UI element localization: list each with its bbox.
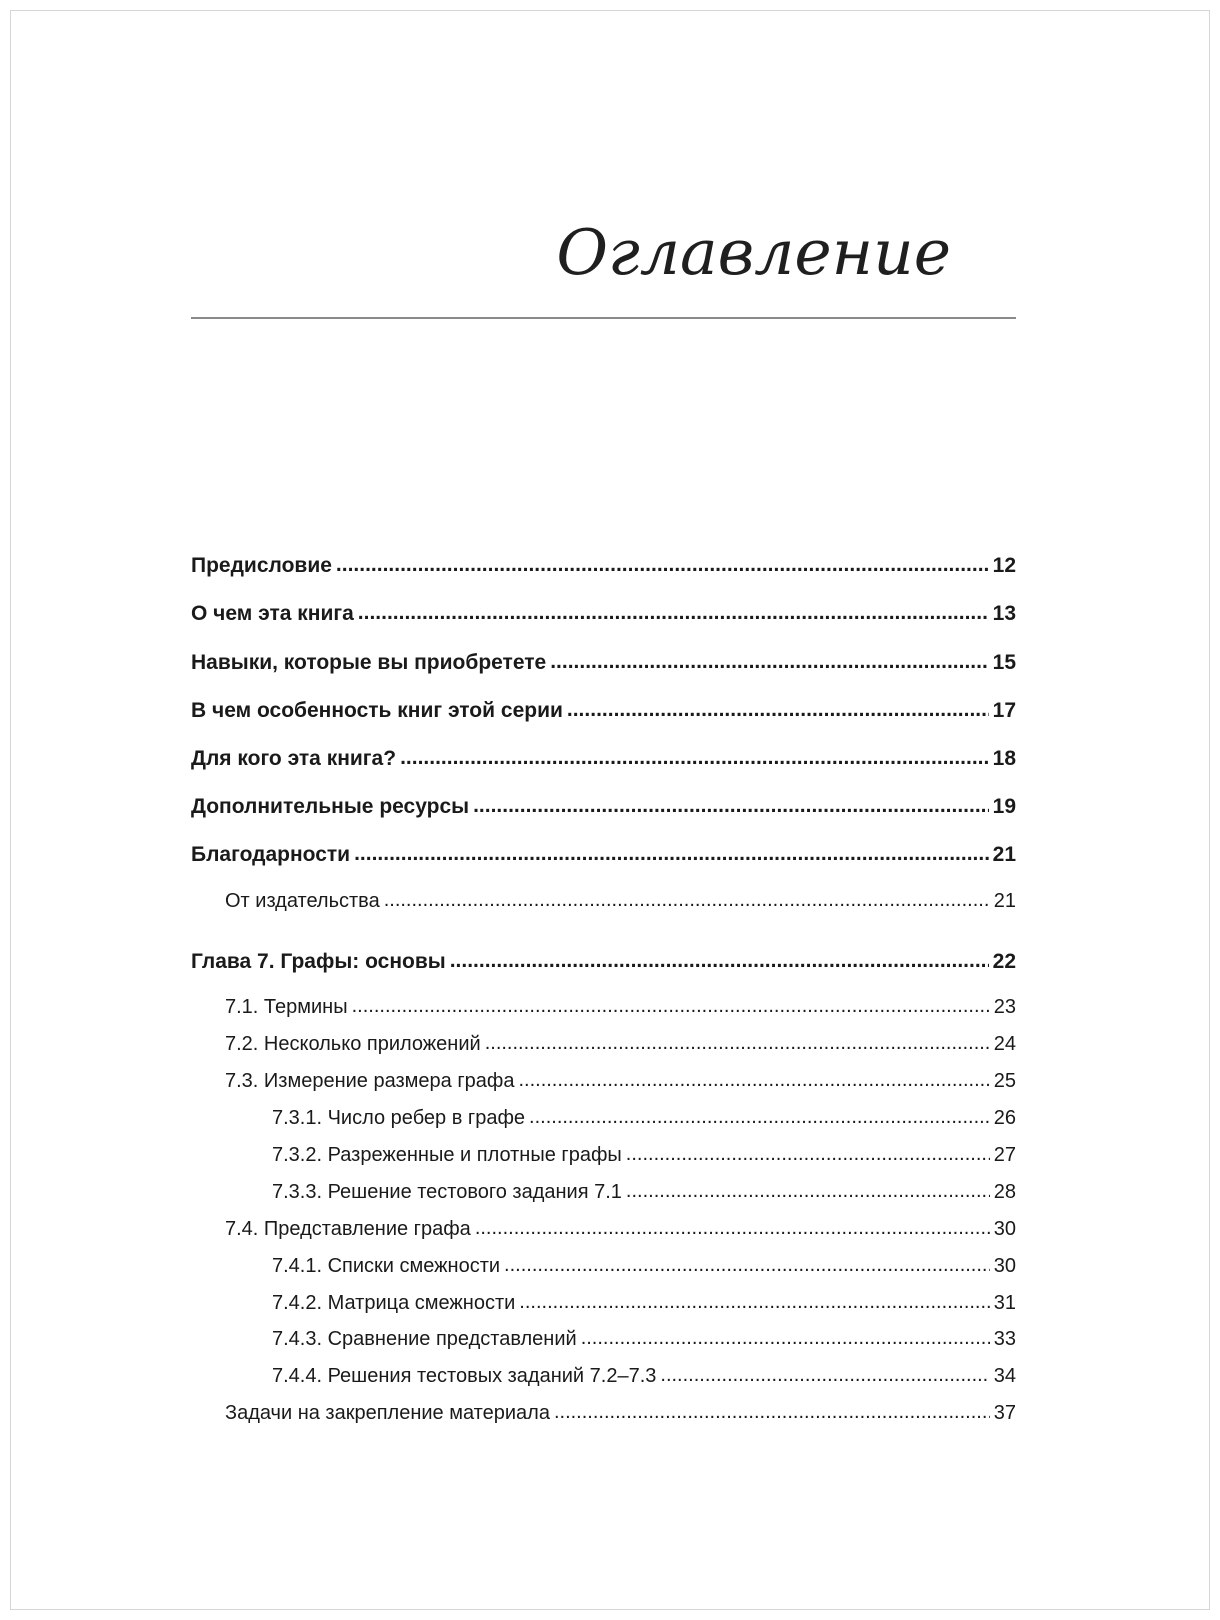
dot-leader (475, 1214, 990, 1242)
toc-entry[interactable] (225, 1399, 1016, 1427)
dot-leader (485, 1029, 990, 1057)
dot-leader (384, 886, 990, 914)
toc-entry[interactable] (191, 744, 1016, 774)
toc-entry-page-number: 24 (993, 1033, 1016, 1055)
toc-entry-page-number: 18 (992, 747, 1016, 770)
toc-entry[interactable] (225, 887, 1016, 915)
toc-entry-label: Задачи на закрепление материала (225, 1402, 550, 1424)
toc-entry-page-number: 25 (993, 1070, 1016, 1092)
toc-entry-page-number: 21 (993, 890, 1016, 912)
toc-entry[interactable] (191, 947, 1016, 977)
toc-entry-label: 7.4. Представление графа (225, 1218, 471, 1240)
toc-entry-page-number: 15 (992, 651, 1016, 674)
toc-entry-label: В чем особенность книг этой серии (191, 699, 563, 722)
toc-entry-page-number: 28 (993, 1181, 1016, 1203)
toc-entry-page-number: 31 (993, 1292, 1016, 1314)
dot-leader (626, 1140, 990, 1168)
dot-leader (519, 1288, 989, 1316)
dot-leader (473, 791, 989, 821)
toc-entry-label: 7.4.4. Решения тестовых заданий 7.2–7.3 (272, 1365, 657, 1387)
dot-leader (567, 695, 989, 725)
toc-entry-page-number: 34 (993, 1365, 1016, 1387)
dot-leader (554, 1398, 990, 1426)
toc-entry-label: Дополнительные ресурсы (191, 795, 470, 818)
dot-leader (450, 946, 989, 976)
toc-entry-label: О чем эта книга (191, 602, 354, 625)
toc-entry-label: Благодарности (191, 843, 351, 866)
toc-entry[interactable] (272, 1289, 1016, 1317)
toc-entry-page-number: 22 (992, 950, 1016, 973)
toc-entry[interactable] (272, 1325, 1016, 1353)
toc-entry[interactable] (225, 993, 1016, 1021)
toc-entry[interactable] (272, 1178, 1016, 1206)
dot-leader (504, 1251, 990, 1279)
dot-leader (626, 1177, 990, 1205)
title-rule (191, 317, 1016, 319)
toc-entry-page-number: 30 (993, 1218, 1016, 1240)
toc-entry[interactable] (272, 1362, 1016, 1390)
dot-leader (354, 839, 989, 869)
toc-entry-label: Предисловие (191, 554, 332, 577)
dot-leader (400, 743, 989, 773)
toc-entry-label: 7.3. Измерение размера графа (225, 1070, 515, 1092)
toc-entry-page-number: 37 (993, 1402, 1016, 1424)
toc-entry-page-number: 23 (993, 996, 1016, 1018)
dot-leader (336, 550, 989, 580)
toc-entry[interactable] (225, 1215, 1016, 1243)
toc-entry-label: 7.4.3. Сравнение представлений (272, 1328, 577, 1350)
toc-entry[interactable] (272, 1252, 1016, 1280)
toc-entry-label: Глава 7. Графы: основы (191, 950, 446, 973)
toc-entry-label: 7.4.1. Списки смежности (272, 1255, 501, 1277)
dot-leader (518, 1066, 989, 1094)
toc-entry-page-number: 33 (993, 1328, 1016, 1350)
toc-entry-page-number: 12 (992, 554, 1016, 577)
toc-entry[interactable] (225, 1067, 1016, 1095)
toc-entry-label: От издательства (225, 890, 380, 912)
toc-entry[interactable] (225, 1030, 1016, 1058)
toc-entry[interactable] (272, 1141, 1016, 1169)
toc-entry[interactable] (191, 599, 1016, 629)
toc-entry-page-number: 13 (992, 602, 1016, 625)
toc-entry-label: Для кого эта книга? (191, 747, 397, 770)
toc-entry-label: 7.4.2. Матрица смежности (272, 1292, 516, 1314)
toc-entry[interactable] (191, 840, 1016, 870)
toc-entry-page-number: 19 (992, 795, 1016, 818)
toc-entry[interactable] (191, 648, 1016, 678)
page-title: Оглавление (556, 216, 951, 289)
toc-entry-label: 7.3.3. Решение тестового задания 7.1 (272, 1181, 622, 1203)
dot-leader (581, 1324, 990, 1352)
book-page (10, 10, 1210, 1610)
toc-entry[interactable] (191, 792, 1016, 822)
toc-entry-page-number: 21 (992, 843, 1016, 866)
toc-entry[interactable] (272, 1104, 1016, 1132)
toc-entry-label: 7.3.1. Число ребер в графе (272, 1107, 526, 1129)
toc-entry-label: 7.3.2. Разреженные и плотные графы (272, 1144, 622, 1166)
toc-entry-label: Навыки, которые вы приобретете (191, 651, 547, 674)
dot-leader (529, 1103, 990, 1131)
toc-entry[interactable] (191, 696, 1016, 726)
dot-leader (550, 647, 988, 677)
toc-entry[interactable] (191, 551, 1016, 581)
dot-leader (358, 598, 989, 628)
dot-leader (660, 1361, 989, 1389)
toc-entry-label: 7.1. Термины (225, 996, 348, 1018)
dot-leader (352, 992, 990, 1020)
toc-entry-page-number: 27 (993, 1144, 1016, 1166)
toc-entry-page-number: 26 (993, 1107, 1016, 1129)
toc-entry-page-number: 30 (993, 1255, 1016, 1277)
toc-entry-page-number: 17 (992, 699, 1016, 722)
toc-entry-label: 7.2. Несколько приложений (225, 1033, 481, 1055)
